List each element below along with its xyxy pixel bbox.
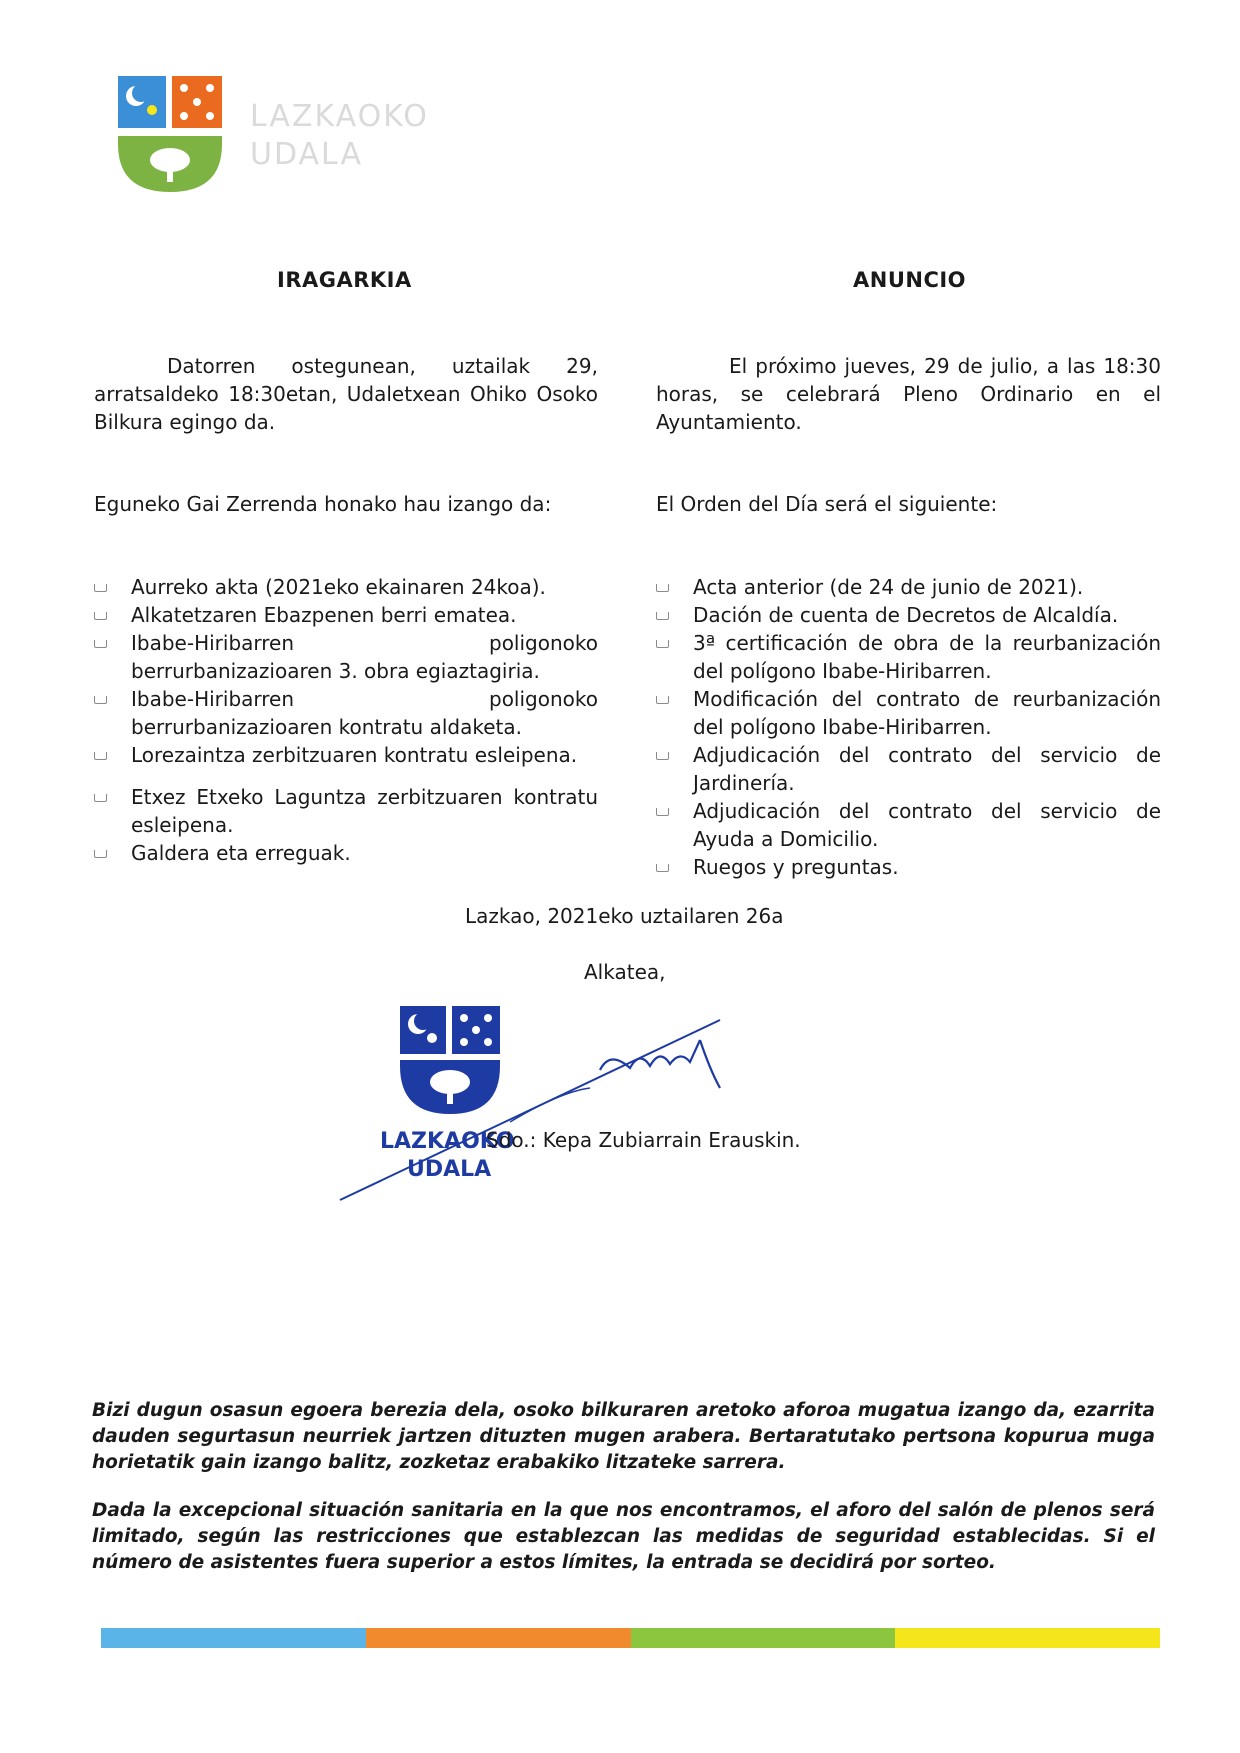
list-item	[656, 629, 1161, 685]
list-item	[94, 839, 598, 867]
list-item	[94, 629, 598, 685]
color-bar-orange	[366, 1628, 631, 1648]
list-item-text: Modificación del contrato de reurbanización del polígono Ibabe-Hiribarren.	[693, 687, 1161, 739]
agenda-list-basque	[94, 573, 598, 867]
bullet-icon	[94, 612, 107, 620]
list-item	[94, 573, 598, 601]
list-item-text: Lorezaintza zerbitzuaren kontratu esleipena.	[131, 743, 578, 767]
bullet-icon	[656, 612, 669, 620]
color-bar-yellow	[895, 1628, 1160, 1648]
agenda-intro-spanish: El Orden del Día será el siguiente:	[656, 492, 998, 516]
bullet-icon	[656, 808, 669, 816]
color-bar-green	[631, 1628, 896, 1648]
list-item-text: Alkatetzaren Ebazpenen berri ematea.	[131, 603, 517, 627]
bullet-icon	[94, 794, 107, 802]
list-item	[94, 783, 598, 839]
bullet-icon	[94, 850, 107, 858]
list-item	[94, 601, 598, 629]
list-item	[656, 797, 1161, 853]
bullet-icon	[656, 752, 669, 760]
list-item-text: Ibabe-Hiribarren poligonoko berrurbanizazioaren kontratu aldaketa.	[131, 687, 598, 739]
mayor-title: Alkatea,	[584, 960, 666, 984]
logo-wordmark	[250, 98, 429, 174]
logo-wordmark-line1: LAZKAOKO	[250, 99, 429, 134]
seal-wordmark-line1: LAZKAOKO	[380, 1129, 515, 1154]
bullet-icon	[656, 640, 669, 648]
intro-paragraph-spanish: El próximo jueves, 29 de julio, a las 18:30 horas, se celebrará Pleno Ordinario en el Ayuntamiento.	[656, 354, 1161, 434]
list-item-text: Aurreko akta (2021eko ekainaren 24koa).	[131, 575, 546, 599]
list-item-text: Acta anterior (de 24 de junio de 2021).	[693, 575, 1084, 599]
heading-spanish: ANUNCIO	[853, 268, 967, 292]
bullet-icon	[656, 864, 669, 872]
list-item	[94, 741, 598, 769]
agenda-intro-basque: Eguneko Gai Zerrenda honako hau izango da:	[94, 492, 552, 516]
list-item-text: Ruegos y preguntas.	[693, 855, 899, 879]
bullet-icon	[94, 640, 107, 648]
list-item-text: Adjudicación del contrato del servicio de Jardinería.	[693, 743, 1161, 795]
mayor-signed-name: Sdo.: Kepa Zubiarrain Erauskin.	[486, 1128, 801, 1152]
heading-basque: IRAGARKIA	[277, 268, 412, 292]
handwritten-signature	[330, 1010, 730, 1210]
agenda-list-spanish	[656, 573, 1161, 881]
bullet-icon	[656, 696, 669, 704]
list-item	[656, 573, 1161, 601]
list-item-text: Adjudicación del contrato del servicio de Ayuda a Domicilio.	[693, 799, 1161, 851]
place-date: Lazkao, 2021eko uztailaren 26a	[465, 904, 784, 928]
intro-paragraph-basque: Datorren ostegunean, uztailak 29, arratsaldeko 18:30etan, Udaletxean Ohiko Osoko Bilkura egingo da.	[94, 354, 598, 434]
bullet-icon	[94, 696, 107, 704]
list-item	[656, 853, 1161, 881]
notice-basque: Bizi dugun osasun egoera berezia dela, osoko bilkuraren aretoko aforoa mugatua izango da, ezarrita dauden segurtasun neurriek jartzen dituzten mugen arabera. Bertaratutako pertsona kopurua muga horietatik gain izango balitz, zozketaz erabakiko litzateke sarrera.	[92, 1400, 1155, 1473]
lazkao-coat-of-arms-logo	[116, 74, 226, 194]
footer-color-bar	[101, 1628, 1160, 1648]
list-item-text: Ibabe-Hiribarren poligonoko berrurbanizazioaren 3. obra egiaztagiria.	[131, 631, 598, 683]
logo-wordmark-line2: UDALA	[250, 137, 363, 172]
list-item	[656, 741, 1161, 797]
seal-wordmark-line2: UDALA	[407, 1157, 492, 1182]
bullet-icon	[94, 752, 107, 760]
list-item-text: Dación de cuenta de Decretos de Alcaldía.	[693, 603, 1119, 627]
list-item	[656, 685, 1161, 741]
list-item-text: 3ª certificación de obra de la reurbanización del polígono Ibabe-Hiribarren.	[693, 631, 1161, 683]
bullet-icon	[656, 584, 669, 592]
bullet-icon	[94, 584, 107, 592]
list-item	[656, 601, 1161, 629]
list-item-text: Etxez Etxeko Laguntza zerbitzuaren kontratu esleipena.	[131, 785, 598, 837]
list-item-text: Galdera eta erreguak.	[131, 841, 351, 865]
color-bar-blue	[101, 1628, 366, 1648]
notice-spanish: Dada la excepcional situación sanitaria en la que nos encontramos, el aforo del salón de plenos será limitado, según las restricciones que establezcan las medidas de seguridad establecidas. Si el número de asistentes fuera superior a estos límites, la entrada se decidirá por sorteo.	[92, 1500, 1155, 1573]
list-item	[94, 685, 598, 741]
